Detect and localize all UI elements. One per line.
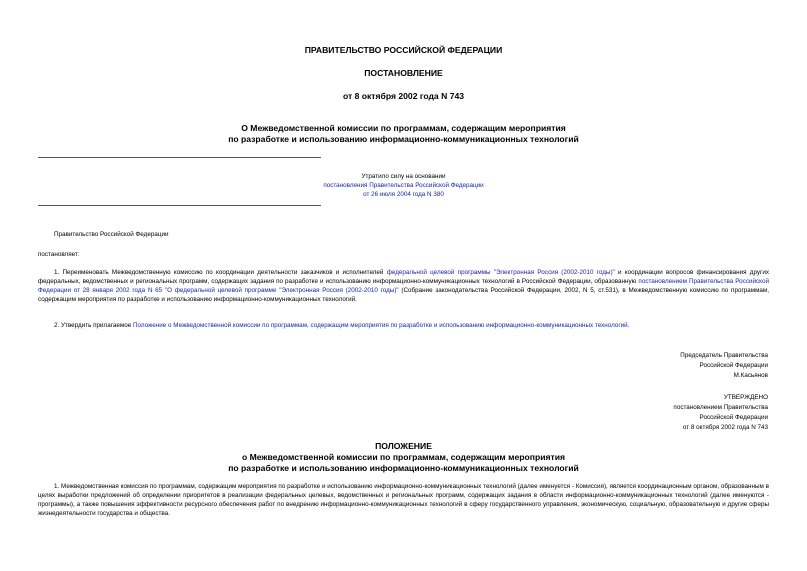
paragraph-2-text-b: .: [627, 322, 630, 329]
signature-country: Российской Федерации: [699, 362, 768, 369]
repeal-decree-link[interactable]: постановления Правительства Российской Федерации: [323, 182, 484, 189]
status-note-line1: Утратило силу на основании: [361, 173, 446, 180]
paragraph-2: [54, 321, 769, 330]
program-link[interactable]: федеральной целевой программы "Электронная Россия (2002-2010 годы)": [386, 269, 615, 276]
resolves-text: постановляет:: [38, 251, 80, 258]
decree-65-link[interactable]: постановлением Правительства Российской Федерации от 28 января 2002 года N 65 "О федеральной целевой программе "Электронная Россия (2002-2010 годы)": [38, 278, 769, 294]
repeal-decree-date-link[interactable]: от 26 июля 2004 года N 380: [363, 191, 444, 198]
document-title-line2: по разработке и использованию информационно-коммуникационных технологий: [228, 134, 579, 144]
regulation-paragraph-1: 1. Межведомственная комиссия по программам, содержащим мероприятия по разработке и использованию информационно-коммуникационных технологий (далее именуется - Комиссия), является координационным органом, образованным в целях выработки предложений об определении приоритетов в реализации федеральных целевых, ведомственных и региональных программ, содержащих задания в области информационно-коммуникационных технологий (далее именуются - программы), а также повышения эффективности ресурсного обеспечения работ по внедрению информационно-коммуникационных технологий в сферу государственного управления, экономическую, социальную, образовательную и другие сферы жизнедеятельности государства и общества.: [38, 483, 769, 517]
status-note-date-block: [0, 190, 807, 199]
paragraph-1-text-b: и координации вопросов финансирования других федеральных, ведомственных и региональных программ, содержащих задания по разработке и использованию информационно-коммуникационных технологий в Российской Федерации, образованную: [38, 269, 770, 285]
paragraph-1-text-c: (Собрание законодательства Российской Федерации, 2002, N 5, ст.531), в Межведомственную комиссию по программам, содержащим мероприятия по разработке и использованию информационно-коммуникационных технологий.: [38, 287, 769, 303]
regulation-title-line2: по разработке и использованию информационно-коммуникационных технологий: [228, 463, 579, 473]
regulation-heading: ПОЛОЖЕНИЕ: [375, 441, 432, 451]
signature-name: М.Касьянов: [733, 372, 768, 379]
signature-title: Председатель Правительства: [680, 352, 768, 359]
regulation-title-line1: о Межведомственной комиссии по программам, содержащим мероприятия: [241, 452, 566, 462]
paragraph-1-text-a: 1. Переименовать Межведомственную комиссию по координации деятельности заказчиков и исполнителей: [54, 269, 387, 276]
document-type: ПОСТАНОВЛЕНИЕ: [364, 68, 443, 78]
document-title-line1: О Межведомственной комиссии по программам, содержащим мероприятия: [241, 123, 566, 133]
regulation-link[interactable]: Положение о Межведомственной комиссии по программам, содержащим мероприятия по разработке и использованию информационно-коммуникационных технологий: [132, 322, 628, 329]
status-note-block: [0, 181, 807, 190]
approved-line3: Российской Федерации: [699, 414, 768, 421]
paragraph-2-text-a: 2. Утвердить прилагаемое: [54, 322, 133, 329]
divider-bottom: [38, 205, 321, 206]
approved-line2: постановлением Правительства: [673, 404, 768, 411]
government-heading: ПРАВИТЕЛЬСТВО РОССИЙСКОЙ ФЕДЕРАЦИИ: [304, 45, 503, 55]
divider-top: [38, 157, 321, 158]
issuer-text: Правительство Российской Федерации: [54, 231, 169, 238]
approved-label: УТВЕРЖДЕНО: [723, 394, 768, 401]
approved-line4: от 8 октября 2002 года N 743: [682, 424, 768, 431]
paragraph-1: [38, 268, 769, 304]
document-date-number: от 8 октября 2002 года N 743: [342, 91, 465, 101]
